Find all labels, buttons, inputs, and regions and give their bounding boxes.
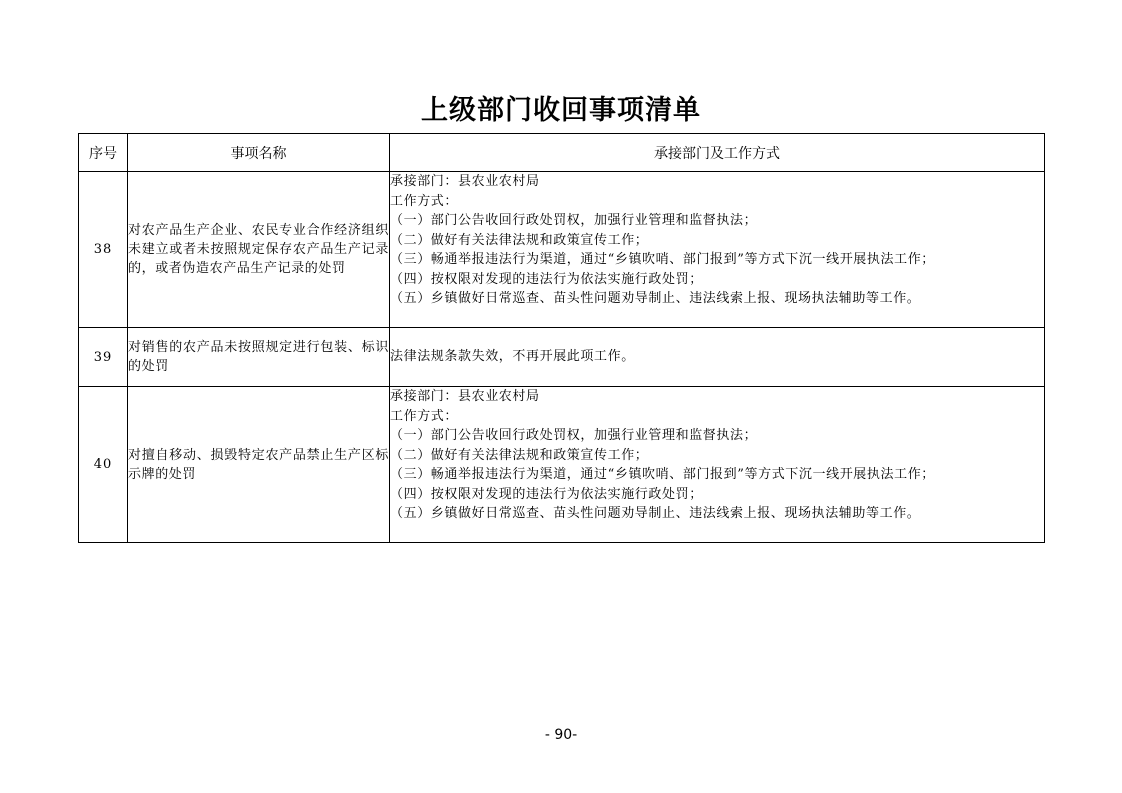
method-line: （五）乡镇做好日常巡查、苗头性问题劝导制止、违法线索上报、现场执法辅助等工作。 — [390, 291, 921, 306]
row-number: 40 — [79, 387, 128, 543]
method-line: （二）做好有关法律法规和政策宣传工作； — [390, 232, 649, 248]
table-row — [79, 387, 1045, 543]
table-row — [79, 172, 1045, 328]
method-line: 承接部门：县农业农村局 — [390, 389, 540, 404]
method-line: （三）畅通举报违法行为渠道，通过“乡镇吹哨、部门报到”等方式下沉一线开展执法工作； — [390, 252, 935, 267]
header-no: 序号 — [79, 134, 128, 172]
item-name: 对农产品生产企业、农民专业合作经济组织未建立或者未按照规定保存农产品生产记录的，或者伪造农产品生产记录的处罚 — [128, 172, 390, 328]
row-number: 38 — [79, 172, 128, 328]
method-line: 法律法规条款失效，不再开展此项工作。 — [390, 349, 635, 365]
item-method — [390, 172, 1045, 328]
item-method — [390, 387, 1045, 543]
header-name: 事项名称 — [128, 134, 390, 172]
item-method — [390, 328, 1045, 387]
item-name: 对擅自移动、损毁特定农产品禁止生产区标示牌的处罚 — [128, 387, 390, 543]
method-line: 工作方式： — [390, 193, 459, 209]
method-line: （一）部门公告收回行政处罚权，加强行业管理和监督执法； — [390, 213, 758, 228]
row-number: 39 — [79, 328, 128, 387]
method-line: （一）部门公告收回行政处罚权，加强行业管理和监督执法； — [390, 428, 758, 443]
page-number: - 90- — [544, 727, 578, 743]
method-line: （五）乡镇做好日常巡查、苗头性问题劝导制止、违法线索上报、现场执法辅助等工作。 — [390, 506, 921, 521]
method-line: （三）畅通举报违法行为渠道，通过“乡镇吹哨、部门报到”等方式下沉一线开展执法工作； — [390, 467, 935, 482]
page-title: 上级部门收回事项清单 — [421, 95, 701, 126]
method-line: （四）按权限对发现的违法行为依法实施行政处罚； — [390, 271, 703, 287]
item-name: 对销售的农产品未按照规定进行包装、标识的处罚 — [128, 328, 390, 387]
header-method: 承接部门及工作方式 — [390, 134, 1045, 172]
method-line: （四）按权限对发现的违法行为依法实施行政处罚； — [390, 486, 703, 502]
method-line: 工作方式： — [390, 408, 459, 424]
table-header-row — [79, 134, 1045, 172]
method-line: 承接部门：县农业农村局 — [390, 174, 540, 189]
items-table — [78, 133, 1045, 543]
method-line: （二）做好有关法律法规和政策宣传工作； — [390, 447, 649, 463]
table-row — [79, 328, 1045, 387]
